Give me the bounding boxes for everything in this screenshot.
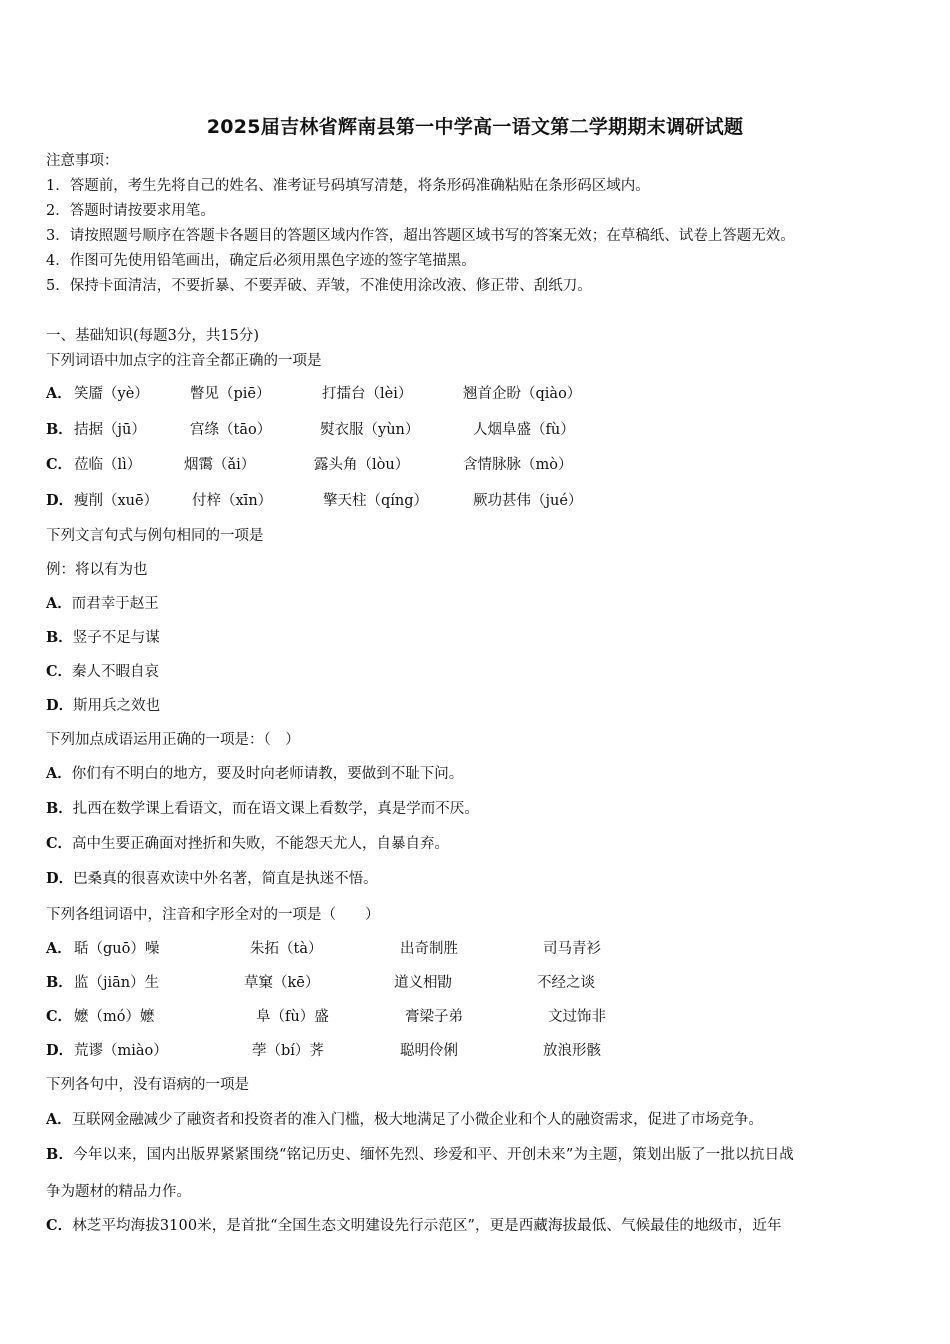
- option-text: 高中生要正确面对挫折和失败，不能怨天尤人，自暴自弃。: [72, 836, 450, 852]
- option-text: 互联网金融减少了融资者和投资者的准入门槛，极大地满足了小微企业和个人的融资需求，促进了市场竞争。: [71, 1112, 763, 1128]
- option-line: [46, 764, 463, 784]
- question-stem: 下列加点成语运用正确的一项是：（ ）: [46, 732, 300, 748]
- option-item: 监（jiān）生: [74, 975, 160, 991]
- notice-item: 3．请按照题号顺序在答题卡各题目的答题区域内作答，超出答题区域书写的答案无效；在草稿纸、试卷上答题无效。: [46, 228, 795, 244]
- option-label: C．: [46, 1008, 73, 1025]
- section-heading: 一、基础知识(每题3分，共15分): [46, 328, 259, 344]
- option-item: 笑靥（yè）: [74, 386, 149, 402]
- option-label: B．: [46, 629, 73, 646]
- option-item: 拮据（jū）: [74, 422, 146, 438]
- notice-heading: 注意事项：: [46, 153, 119, 169]
- option-line: [46, 1145, 794, 1165]
- option-item: 放浪形骸: [543, 1043, 601, 1059]
- option-label: C．: [46, 456, 73, 473]
- option-label: A．: [46, 765, 72, 782]
- notice-item: 1．答题前，考生先将自己的姓名、准考证号码填写清楚，将条形码准确粘贴在条形码区域内。: [46, 178, 650, 194]
- option-line: [46, 869, 378, 889]
- option-item: 烟霭（ǎi）: [184, 457, 256, 473]
- option-text: 林芝平均海拔3100米，是首批“全国生态文明建设先行示范区”，更是西藏海拔最低、气候最佳的地级市，近年: [72, 1218, 782, 1234]
- option-item: 付梓（xīn）: [192, 493, 273, 509]
- option-item: 道义相勖: [394, 975, 452, 991]
- notice-item: 2．答题时请按要求用笔。: [46, 203, 215, 219]
- option-item: 荒谬（miào）: [74, 1043, 168, 1059]
- option-label: D．: [46, 870, 74, 887]
- option-item: 文过饰非: [548, 1009, 606, 1025]
- option-continuation: 争为题材的精品力作。: [46, 1184, 191, 1200]
- option-item: 司马青衫: [543, 941, 601, 957]
- option-item: 莅临（lì）: [74, 457, 142, 473]
- option-text: 今年以来，国内出版界紧紧围绕“铭记历史、缅怀先烈、珍爱和平、开创未来”为主题，策划出版了一批以抗日战: [73, 1147, 794, 1163]
- option-text: 巴桑真的很喜欢读中外名著，简直是执迷不悟。: [73, 871, 378, 887]
- option-item: 人烟阜盛（fù）: [473, 422, 575, 438]
- option-item: 膏梁子弟: [405, 1009, 463, 1025]
- page-title: 2025届吉林省辉南县第一中学高一语文第二学期期末调研试题: [206, 116, 744, 138]
- option-item: 露头角（lòu）: [314, 457, 410, 473]
- notice-item: 5．保持卡面清洁，不要折暴、不要弄破、弄皱，不准使用涂改液、修正带、刮纸刀。: [46, 278, 592, 294]
- option-label: A．: [46, 940, 72, 957]
- option-line: [46, 662, 159, 682]
- question-stem: 下列各句中，没有语病的一项是: [46, 1077, 249, 1093]
- option-item: 熨衣服（yùn）: [320, 422, 420, 438]
- option-item: 翘首企盼（qiào）: [463, 386, 582, 402]
- option-text: 扎西在数学课上看语文，而在语文课上看数学，真是学而不厌。: [72, 801, 479, 817]
- option-text: 斯用兵之效也: [73, 698, 161, 714]
- option-item: 荸（bí）荠: [252, 1043, 324, 1059]
- option-item: 嬷（mó）嬷: [74, 1009, 155, 1025]
- option-text: 而君幸于赵王: [71, 596, 159, 612]
- question-stem: 下列各组词语中，注音和字形全对的一项是（ ）: [46, 907, 380, 923]
- option-label: B．: [46, 974, 73, 991]
- option-line: [46, 1216, 782, 1236]
- option-item: 宫绦（tāo）: [190, 422, 272, 438]
- option-label: C．: [46, 1217, 73, 1234]
- option-line: [46, 696, 160, 716]
- option-label: A．: [46, 385, 72, 402]
- option-line: [46, 1110, 763, 1130]
- option-item: 出奇制胜: [400, 941, 458, 957]
- option-item: 厥功甚伟（jué）: [473, 493, 583, 509]
- option-item: 瘦削（xuē）: [74, 493, 159, 509]
- option-item: 擎天柱（qíng）: [323, 493, 429, 509]
- option-item: 阜（fù）盛: [256, 1009, 329, 1025]
- option-item: 草窠（kē）: [244, 975, 320, 991]
- notice-item: 4．作图可先使用铅笔画出，确定后必须用黑色字迹的签字笔描黑。: [46, 253, 476, 269]
- option-label: D．: [46, 1042, 74, 1059]
- option-label: B．: [46, 1146, 74, 1163]
- option-item: 瞥见（piē）: [190, 386, 271, 402]
- option-item: 朱拓（tà）: [250, 941, 323, 957]
- option-label: B．: [46, 800, 73, 817]
- option-label: D．: [46, 492, 74, 509]
- option-item: 不经之谈: [537, 975, 595, 991]
- option-item: 聪明伶俐: [400, 1043, 458, 1059]
- option-line: [46, 799, 479, 819]
- option-line: [46, 628, 160, 648]
- option-label: D．: [46, 697, 74, 714]
- option-label: C．: [46, 835, 73, 852]
- option-item: 聒（guō）噪: [74, 941, 160, 957]
- option-item: 打擂台（lèi）: [322, 386, 413, 402]
- question-stem: 下列文言句式与例句相同的一项是: [46, 528, 264, 544]
- example-sentence: 例：将以有为也: [46, 562, 148, 578]
- option-text: 竖子不足与谋: [72, 630, 160, 646]
- option-label: A．: [46, 1111, 72, 1128]
- option-label: A．: [46, 595, 72, 612]
- option-item: 含情脉脉（mò）: [463, 457, 573, 473]
- option-line: [46, 834, 449, 854]
- option-line: [46, 594, 159, 614]
- option-label: B．: [46, 421, 73, 438]
- option-text: 秦人不暇自哀: [72, 664, 160, 680]
- question-stem: 下列词语中加点字的注音全都正确的一项是: [46, 353, 322, 369]
- option-text: 你们有不明白的地方，要及时向老师请教，要做到不耻下问。: [71, 766, 464, 782]
- option-label: C．: [46, 663, 73, 680]
